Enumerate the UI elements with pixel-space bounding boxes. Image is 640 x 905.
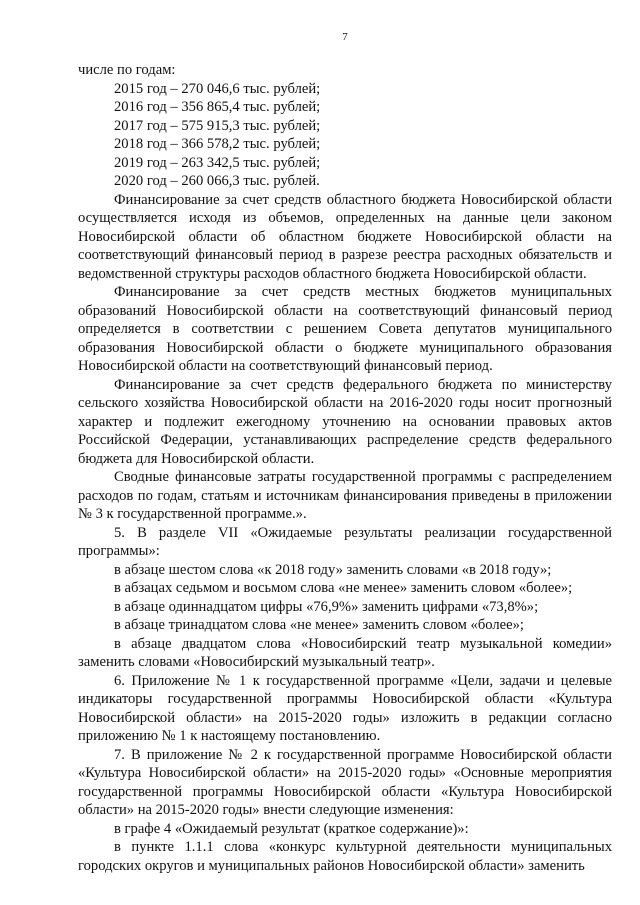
paragraph-change-7-8th: в абзацах седьмом и восьмом слова «не менее» заменить словом «более»;: [114, 580, 573, 596]
document-page: [78, 30, 612, 875]
paragraph-column-4: в графе 4 «Ожидаемый результат (краткое содержание)»:: [114, 820, 469, 837]
year-line: 2015 год – 270 046,6 тыс. рублей;: [114, 80, 321, 97]
year-line: 2016 год – 356 865,4 тыс. рублей;: [114, 99, 321, 115]
paragraph-item-5: 5. В разделе VII «Ожидаемые результаты реализации государственной программы»:: [78, 524, 612, 559]
page-number: 7: [342, 31, 348, 43]
paragraph-item-6: 6. Приложение № 1 к государственной программе «Цели, задачи и целевые индикаторы государственной программы Новосибирской области «Культура Новосибирской области» на 2015-2020 годы» изложить в редакции согласно приложению № 1 к настоящему постановлению.: [78, 672, 612, 744]
intro-line: числе по годам:: [78, 62, 176, 78]
paragraph-summary-costs: Сводные финансовые затраты государственной программы с распределением расходов по годам, статьям и источникам финансирования приведены в приложении № 3 к государственной программе.».: [78, 469, 612, 522]
paragraph-change-6th: в абзаце шестом слова «к 2018 году» заменить словами «в 2018 году»;: [114, 561, 552, 578]
year-line: 2020 год – 260 066,3 тыс. рублей.: [114, 173, 320, 189]
paragraph-item-7: 7. В приложение № 2 к государственной программе Новосибирской области «Культура Новосибирской области» на 2015-2020 годы» «Основные мероприятия государственной программы Новосибирской области «Культура Новосибирской области» на 2015-2020 годы» внести следующие изменения:: [78, 746, 612, 818]
paragraph-federal-budget: Финансирование за счет средств федерального бюджета по министерству сельского хозяйства Новосибирской области на 2016-2020 годы носит прогнозный характер и подлежит ежегодному уточнению на основании правовых актов Российской Федерации, устанавливающих распределение средств федерального бюджета для Новосибирской области.: [78, 376, 612, 467]
year-line: 2018 год – 366 578,2 тыс. рублей;: [114, 136, 321, 152]
paragraph-change-20th: в абзаце двадцатом слова «Новосибирский театр музыкальной комедии» заменить словами «Новосибирский музыкальный театр».: [78, 635, 612, 670]
paragraph-regional-budget: Финансирование за счет средств областного бюджета Новосибирской области осуществляется исходя из объемов, определенных на данные цели законом Новосибирской области об областном бюджете Новосибирской области на соответствующий финансовый период в разрезе реестра расходных обязательств и ведомственной структуры расходов областного бюджета Новосибирской области.: [78, 191, 612, 282]
paragraph-change-13th: в абзаце тринадцатом слова «не менее» заменить словом «более»;: [114, 617, 524, 633]
paragraph-change-11th: в абзаце одиннадцатом цифры «76,9%» заменить цифрами «73,8%»;: [114, 598, 539, 615]
year-line: 2017 год – 575 915,3 тыс. рублей;: [114, 117, 321, 134]
paragraph-local-budgets: Финансирование за счет средств местных бюджетов муниципальных образований Новосибирской области на соответствующий финансовый период определяется в соответствии с решением Совета депутатов муниципального образования Новосибирской области о бюджете муниципального образования Новосибирской области на соответствующий финансовый период.: [78, 284, 612, 374]
paragraph-point-1-1-1: в пункте 1.1.1 слова «конкурс культурной деятельности муниципальных городских округов и муниципальных районов Новосибирской области» заменить: [78, 839, 612, 874]
year-line: 2019 год – 263 342,5 тыс. рублей;: [114, 154, 321, 171]
